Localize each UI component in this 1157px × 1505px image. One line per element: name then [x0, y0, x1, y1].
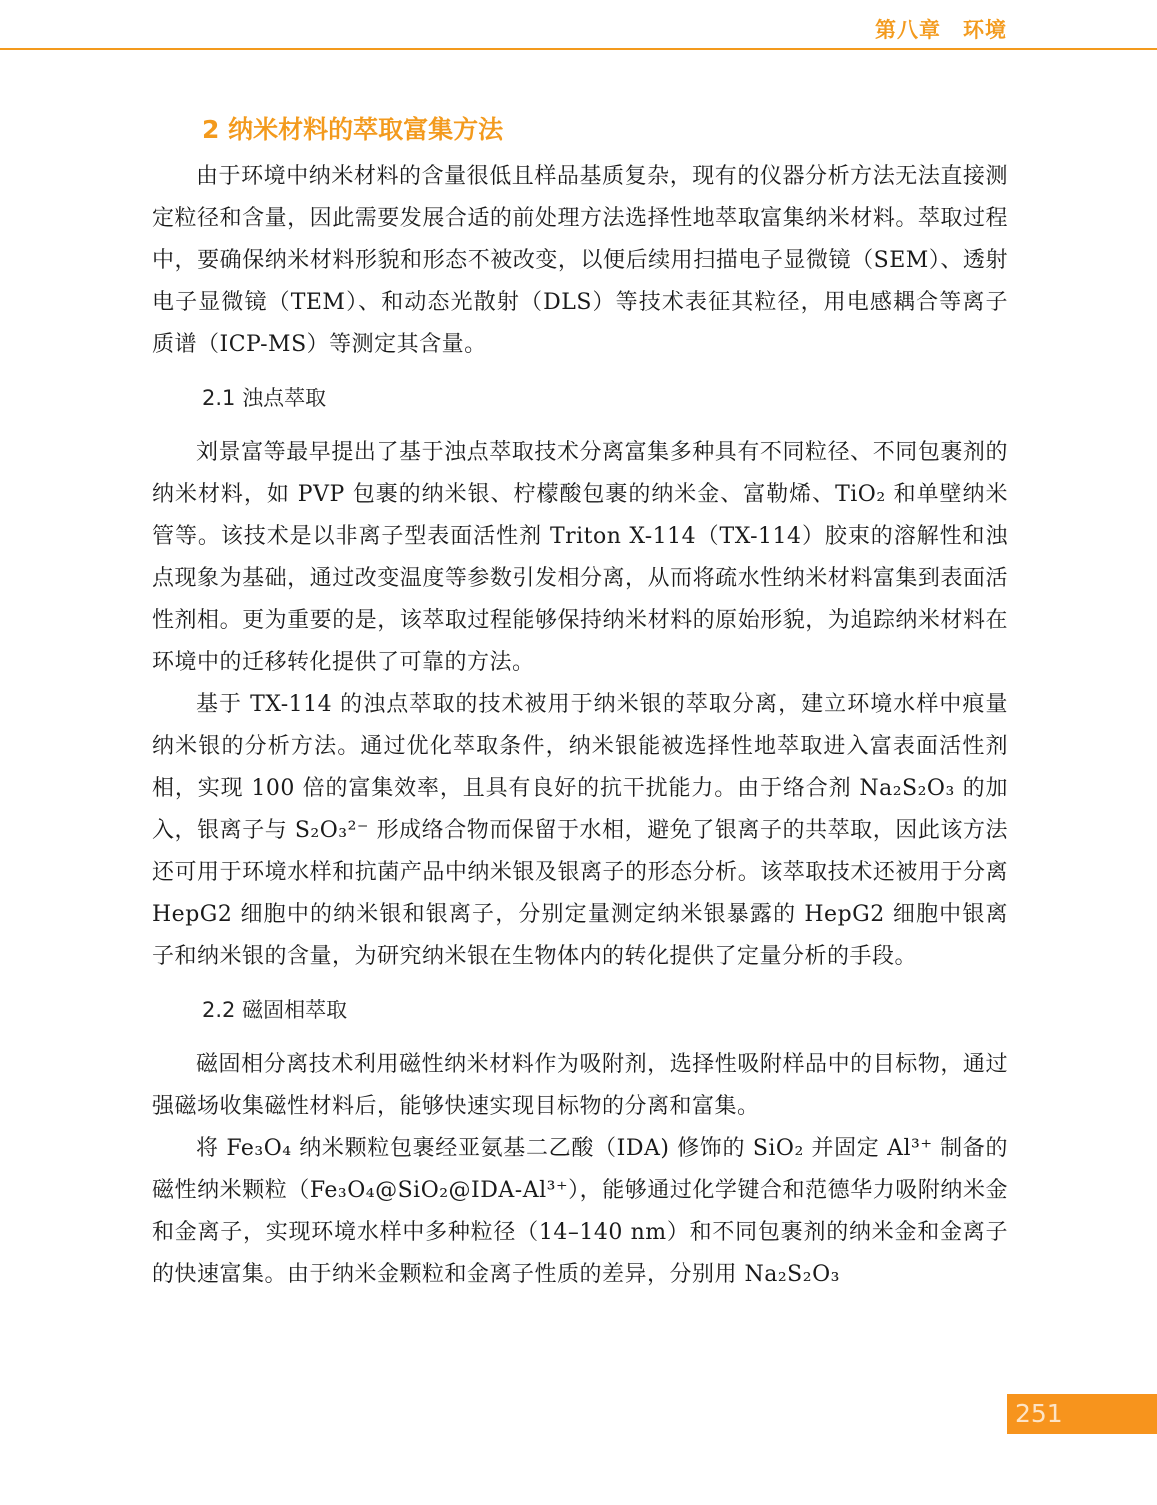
section-intro-paragraph: 由于环境中纳米材料的含量很低且样品基质复杂，现有的仪器分析方法无法直接测定粒径和含量，因此需要发展合适的前处理方法选择性地萃取富集纳米材料。萃取过程中，要确保纳米材料形貌和形态不被改变，以便后续用扫描电子显微镜（SEM）、透射电子显微镜（TEM）、和动态光散射（DLS）等技术表征其粒径，用电感耦合等离子质谱（ICP-MS）等测定其含量。 [152, 164, 1008, 357]
chapter-title: 第八章 环境 [875, 18, 1007, 42]
page-number: 251 [1015, 1399, 1063, 1428]
page-body [152, 110, 1008, 1296]
subsection-heading-magnetic-spe: 2.2 磁固相萃取 [202, 998, 348, 1022]
magnetic-spe-paragraph-2: 将 Fe₃O₄ 纳米颗粒包裹经亚氨基二乙酸（IDA) 修饰的 SiO₂ 并固定 Al³⁺ 制备的磁性纳米颗粒（Fe₃O₄@SiO₂@IDA-Al³⁺），能够通过化学键合和范德华力吸附纳米金和金离子，实现环境水样中多种粒径（14–140 nm）和不同包裹剂的纳米金和金离子的快速富集。由于纳米金颗粒和金离子性质的差异，分别用 Na₂S₂O₃ [152, 1136, 1008, 1287]
subsection-heading-cloud-point: 2.1 浊点萃取 [202, 386, 327, 410]
cloud-point-paragraph-2: 基于 TX-114 的浊点萃取的技术被用于纳米银的萃取分离，建立环境水样中痕量纳米银的分析方法。通过优化萃取条件，纳米银能被选择性地萃取进入富表面活性剂相，实现 100 倍的富集效率，且具有良好的抗干扰能力。由于络合剂 Na₂S₂O₃ 的加入，银离子与 S₂O₃²⁻ 形成络合物而保留于水相，避免了银离子的共萃取，因此该方法还可用于环境水样和抗菌产品中纳米银及银离子的形态分析。该萃取技术还被用于分离 HepG2 细胞中的纳米银和银离子，分别定量测定纳米银暴露的 HepG2 细胞中银离子和纳米银的含量，为研究纳米银在生物体内的转化提供了定量分析的手段。 [152, 692, 1008, 969]
magnetic-spe-paragraph-1: 磁固相分离技术利用磁性纳米材料作为吸附剂，选择性吸附样品中的目标物，通过强磁场收集磁性材料后，能够快速实现目标物的分离和富集。 [152, 1052, 1008, 1119]
section-heading: 2 纳米材料的萃取富集方法 [202, 115, 504, 144]
header-divider [0, 48, 1157, 50]
page-number-tab [1007, 1394, 1157, 1434]
page-header [0, 0, 1157, 56]
cloud-point-paragraph-1: 刘景富等最早提出了基于浊点萃取技术分离富集多种具有不同粒径、不同包裹剂的纳米材料，如 PVP 包裹的纳米银、柠檬酸包裹的纳米金、富勒烯、TiO₂ 和单壁纳米管等。该技术是以非离子型表面活性剂 Triton X-114（TX-114）胶束的溶解性和浊点现象为基础，通过改变温度等参数引发相分离，从而将疏水性纳米材料富集到表面活性剂相。更为重要的是，该萃取过程能够保持纳米材料的原始形貌，为追踪纳米材料在环境中的迁移转化提供了可靠的方法。 [152, 440, 1008, 675]
